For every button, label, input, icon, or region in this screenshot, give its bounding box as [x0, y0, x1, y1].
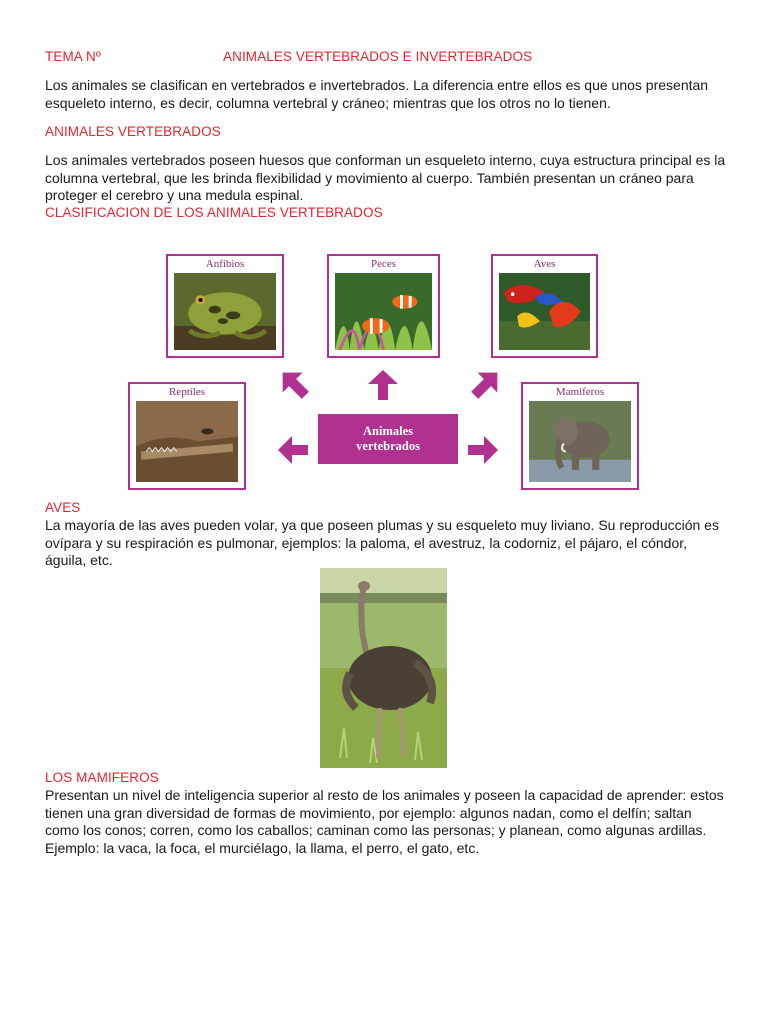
page-title: ANIMALES VERTEBRADOS E INVERTEBRADOS	[223, 49, 533, 64]
aves-paragraph	[45, 517, 745, 570]
card-anfibios-label: Anfibios	[205, 258, 245, 270]
aves-heading: AVES	[45, 500, 81, 515]
tema-label: TEMA Nº	[45, 49, 101, 64]
card-peces-label: Peces	[370, 258, 397, 270]
frog-image	[174, 273, 276, 350]
arrow-right-icon	[466, 434, 500, 466]
card-mamiferos	[521, 382, 639, 490]
aves-line-1: La mayoría de las aves pueden volar, ya que poseen plumas y su esqueleto muy liviano. Su reproducción es	[45, 517, 719, 533]
center-line-2: vertebrados	[356, 439, 420, 453]
crocodile-image	[136, 401, 238, 482]
elephant-image	[529, 401, 631, 482]
intro-line-1: Los animales se clasifican en vertebrados e invertebrados. La diferencia entre ellos es que unos presentan	[45, 77, 709, 93]
arrow-up-right-icon	[470, 368, 502, 400]
card-reptiles-label: Reptiles	[168, 386, 206, 398]
card-mamiferos-label: Mamiferos	[555, 386, 605, 398]
parrots-image	[499, 273, 590, 350]
ostrich-photo	[320, 568, 447, 768]
aves-line-3: águila, etc.	[45, 552, 113, 568]
mamiferos-heading: LOS MAMIFEROS	[45, 770, 159, 785]
mamiferos-line-2: tienen una gran diversidad de formas de movimiento, por ejemplo: algunos nadan, como el delfín; saltan	[45, 804, 692, 821]
mamiferos-line-1: Presentan un nivel de inteligencia superior al resto de los animales y poseen la capacidad de aprender: estos	[45, 787, 724, 803]
center-box-vertebrados	[318, 414, 458, 464]
fish-image	[335, 273, 432, 350]
mamiferos-line-3: como los conos; corren, como los caballos; caminan como las personas; y planean, como algunas ardillas.	[45, 822, 707, 838]
intro-line-2: esqueleto interno, es decir, columna vertebral y cráneo; mientras que los otros no lo tienen.	[45, 94, 611, 111]
arrow-left-icon	[276, 434, 310, 466]
card-peces	[327, 254, 440, 358]
card-reptiles	[128, 382, 246, 490]
card-aves	[491, 254, 598, 358]
vertebrados-line-1: Los animales vertebrados poseen huesos que conforman un esqueleto interno, cuya estructura principal es la	[45, 152, 726, 168]
center-line-1: Animales	[363, 424, 413, 438]
card-aves-label: Aves	[533, 258, 556, 270]
mamiferos-paragraph	[45, 787, 760, 857]
arrow-up-icon	[366, 368, 400, 402]
vertebrados-line-3: proteger el cerebro y una medula espinal.	[45, 187, 304, 203]
mamiferos-line-4: Ejemplo: la vaca, la foca, el murciélago, la llama, el perro, el gato, etc.	[45, 839, 480, 856]
arrow-up-left-icon	[278, 368, 310, 400]
aves-line-2: ovípara y su respiración es pulmonar, ejemplos: la paloma, el avestruz, la codorniz, el pájaro, el cóndor,	[45, 534, 688, 551]
card-anfibios	[166, 254, 284, 358]
vertebrados-heading: ANIMALES VERTEBRADOS	[45, 124, 221, 139]
clasificacion-heading: CLASIFICACION DE LOS ANIMALES VERTEBRADOS	[45, 205, 383, 220]
vertebrados-line-2: columna vertebral, que les brinda flexibilidad y movimiento al cuerpo. También presentan un cráneo para	[45, 169, 694, 186]
